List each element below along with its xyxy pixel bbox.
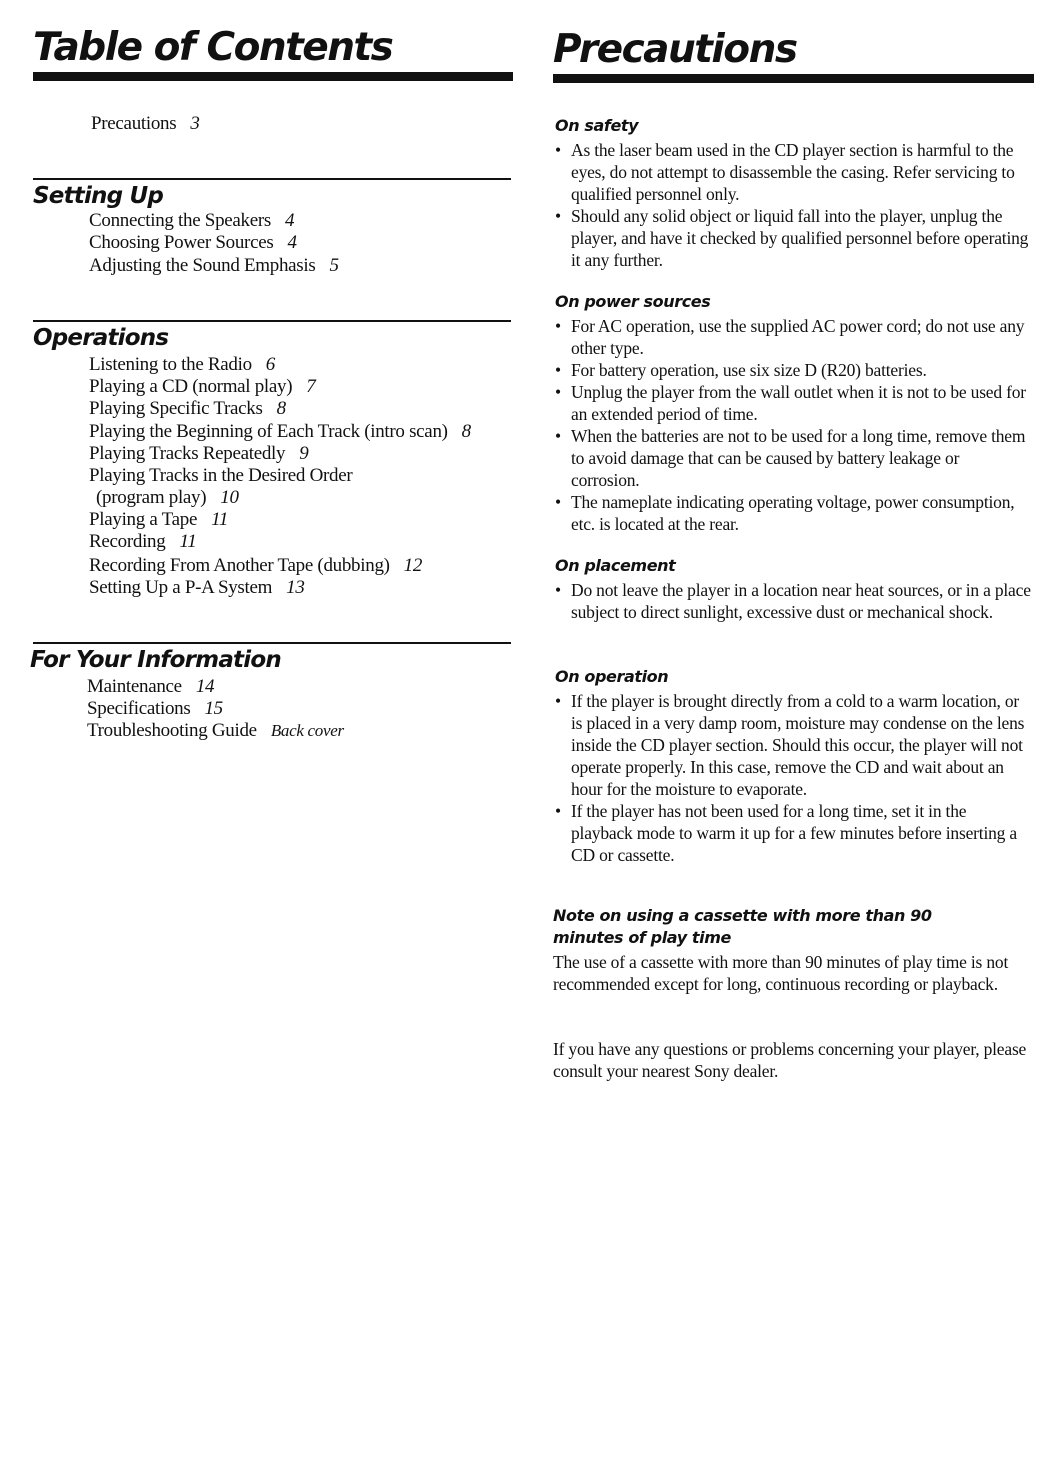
section-heading-operations: Operations (33, 325, 169, 351)
toc-entry-label: Playing Tracks Repeatedly (89, 443, 286, 464)
toc-entry[interactable] (89, 255, 339, 277)
toc-entry[interactable] (89, 531, 196, 553)
power-sources-list (553, 315, 1031, 535)
note-text: The use of a cassette with more than 90 minutes of play time is not recommended except for long, continuous recording or playback. (553, 952, 1009, 994)
toc-title: Table of Contents (33, 25, 393, 70)
section-rule (33, 320, 511, 322)
toc-entry-page: 11 (211, 509, 229, 530)
toc-entry-label: Maintenance (87, 676, 182, 697)
precaution-heading-operation: On operation (555, 667, 669, 686)
toc-entry[interactable] (96, 487, 239, 509)
toc-entry-page: 12 (403, 555, 423, 576)
toc-entry-page: 8 (276, 398, 286, 419)
operation-list (553, 690, 1031, 866)
toc-entry-label: Recording From Another Tape (dubbing) (89, 555, 390, 576)
toc-entry[interactable] (89, 577, 305, 599)
toc-entry-label: Troubleshooting Guide (87, 720, 257, 741)
list-item: • Unplug the player from the wall outlet when it is not to be used for an extended period of time. (553, 381, 1031, 425)
toc-entry-label: Playing a CD (normal play) (89, 376, 293, 397)
toc-entry[interactable] (89, 398, 286, 420)
toc-entry-page: 8 (461, 421, 471, 442)
toc-entry[interactable] (89, 555, 422, 577)
closing-text: If you have any questions or problems concerning your player, please consult your nearest Sony dealer. (553, 1039, 1027, 1081)
toc-entry[interactable] (89, 509, 228, 531)
toc-entry-page: Back cover (270, 721, 344, 740)
toc-entry[interactable] (89, 210, 294, 232)
toc-entry-label: Playing a Tape (89, 509, 198, 530)
precaution-heading-power-sources: On power sources (555, 292, 711, 311)
precaution-heading-safety: On safety (555, 116, 639, 135)
toc-entry-label: Setting Up a P-A System (89, 577, 273, 598)
toc-entry[interactable] (87, 698, 223, 720)
toc-entry-page: 9 (299, 443, 309, 464)
list-item: • Should any solid object or liquid fall into the player, unplug the player, and have it checked by qualified personnel before operating it any further. (553, 205, 1031, 271)
toc-entry-page: 6 (265, 354, 275, 375)
toc-entry-label: Specifications (87, 698, 191, 719)
toc-entry-label: Playing Tracks in the Desired Order (89, 465, 353, 486)
toc-entry-page: 10 (220, 487, 239, 508)
list-item: • If the player has not been used for a long time, set it in the playback mode to warm it up for a few minutes before inserting a CD or cassette. (553, 800, 1031, 866)
list-item: • As the laser beam used in the CD player section is harmful to the eyes, do not attempt to disassemble the casing. Refer servicing to qualified personnel only. (553, 139, 1031, 205)
toc-entry-label: Listening to the Radio (89, 354, 252, 375)
section-heading-for-your-information: For Your Information (30, 647, 281, 673)
toc-entry-page: 11 (179, 531, 197, 552)
toc-entry[interactable] (89, 443, 308, 465)
toc-entry-label: Choosing Power Sources (89, 232, 274, 253)
toc-entry[interactable] (87, 720, 344, 742)
precaution-heading-placement: On placement (555, 556, 676, 575)
list-item: • When the batteries are not to be used for a long time, remove them to avoid damage that can be caused by battery leakage or corrosion. (553, 425, 1031, 491)
title-rule (553, 74, 1034, 83)
toc-entry[interactable] (89, 376, 315, 398)
toc-entry[interactable] (89, 232, 297, 254)
toc-entry-page: 4 (287, 232, 297, 253)
toc-entry[interactable] (89, 465, 352, 487)
toc-entry-label: Playing the Beginning of Each Track (intro scan) (89, 421, 448, 442)
list-item: • The nameplate indicating operating voltage, power consumption, etc. is located at the rear. (553, 491, 1031, 535)
toc-entry-label: (program play) (96, 487, 207, 508)
toc-entry-label: Recording (89, 531, 166, 552)
toc-entry-label: Precautions (91, 113, 177, 134)
placement-list (553, 579, 1031, 623)
toc-entry-page: 14 (195, 676, 215, 697)
section-heading-setting-up: Setting Up (33, 183, 164, 209)
toc-entry-label: Playing Specific Tracks (89, 398, 263, 419)
safety-list (553, 139, 1031, 271)
toc-entry-page: 3 (190, 113, 200, 134)
toc-entry[interactable] (89, 354, 275, 376)
note-heading-line-1: Note on using a cassette with more than 90 (553, 906, 932, 925)
toc-entry[interactable] (87, 676, 214, 698)
list-item: • For battery operation, use six size D (R20) batteries. (553, 359, 1031, 381)
toc-entry[interactable] (89, 421, 471, 443)
toc-entry-page: 7 (306, 376, 316, 397)
title-rule (33, 72, 513, 81)
section-rule (33, 178, 511, 180)
toc-entry-label: Adjusting the Sound Emphasis (89, 255, 316, 276)
toc-entry-page: 5 (329, 255, 339, 276)
toc-entry[interactable] (91, 113, 200, 135)
list-item: • Do not leave the player in a location near heat sources, or in a place subject to direct sunlight, excessive dust or mechanical shock. (553, 579, 1031, 623)
toc-entry-page: 4 (285, 210, 295, 231)
list-item: • For AC operation, use the supplied AC power cord; do not use any other type. (553, 315, 1031, 359)
note-heading-line-2: minutes of play time (553, 928, 731, 947)
list-item: • If the player is brought directly from a cold to a warm location, or is placed in a very damp room, moisture may condense on the lens inside the CD player section. Should this occur, the player will not operate properly. In this case, remove the CD and wait about an hour for the moisture to evaporate. (553, 690, 1031, 800)
toc-entry-page: 13 (286, 577, 305, 598)
section-rule (33, 642, 511, 644)
precautions-title: Precautions (553, 27, 797, 72)
toc-entry-page: 15 (204, 698, 223, 719)
toc-entry-label: Connecting the Speakers (89, 210, 271, 231)
